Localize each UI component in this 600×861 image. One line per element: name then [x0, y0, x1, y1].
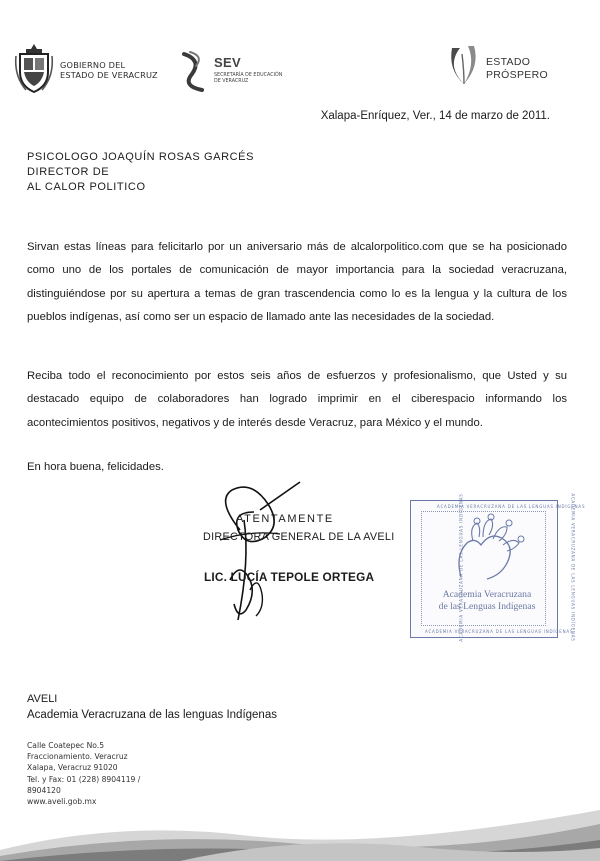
closing-line: En hora buena, felicidades. [27, 461, 164, 473]
footer-wave-decoration [0, 790, 600, 861]
estado-prospero-label: ESTADO PRÓSPERO [486, 56, 548, 81]
address-line: 8904120 [27, 785, 61, 795]
paragraph-recognition: Reciba todo el reconocimiento por estos seis años de esfuerzos y profesionalismo, que Usted y su destacado equipo de colaboradores han logrado imprimir en el ciberespacio informando los acontecimientos positivos, negativos y de interés desde Veracruz, para México y el mundo. [27, 370, 567, 429]
address-line: Xalapa, Veracruz 91020 [27, 763, 118, 773]
stamp-hand-emblem-icon [447, 513, 527, 583]
stamp-border-text-bottom: ACADEMIA VERACRUZANA DE LAS LENGUAS INDÍGENAS [425, 629, 574, 634]
recipient-block [27, 150, 254, 195]
handwritten-signature-icon [200, 470, 350, 630]
website-link[interactable]: www.aveli.gob.mx [27, 797, 97, 807]
address-line: Fraccionamiento. Veracruz [27, 752, 128, 762]
address-line: Calle Coatepec No.5 [27, 741, 105, 750]
stamp-academy-name: Academia Veracruzana de las Lenguas Indígenas [438, 589, 536, 612]
veracruz-coat-of-arms-icon [14, 42, 54, 94]
sev-title: SEV [214, 55, 241, 70]
recipient-org: AL CALOR POLITICO [27, 181, 146, 193]
official-stamp [410, 493, 586, 642]
footer-org-acronym: AVELI [27, 693, 58, 705]
stamp-border-text-left: ACADEMIA VERACRUZANA DE LAS LENGUAS INDÍGENAS [458, 493, 464, 642]
address-line: Tel. y Fax: 01 (228) 8904119 / [27, 774, 141, 784]
recipient-title: DIRECTOR DE [27, 166, 110, 178]
signature-salutation: ATENTAMENTE [236, 513, 334, 525]
stamp-border-text-right: ACADEMIA VERACRUZANA DE LAS LENGUAS INDÍGENAS [570, 493, 576, 642]
paragraph-congratulation: Sirvan estas líneas para felicitarlo por un aniversario más de alcalorpolitico.com que se ha posicionado como uno de los portales de comunicación de mayor importancia para la sociedad veracruzana, distinguiéndose por su apertura a temas de gran trascendencia como lo es la lengua y la cultura de los pueblos indígenas, así como ser un espacio de llamado ante las necesidades de la sociedad. [27, 241, 567, 323]
recipient-name: PSICOLOGO JOAQUÍN ROSAS GARCÉS [27, 151, 255, 163]
sev-subtitle: SECRETARÍA DE EDUCACIÓN DE VERACRUZ [214, 73, 283, 84]
footer-org-name: Academia Veracruzana de las lenguas Indígenas [27, 709, 277, 721]
sev-logo-icon [180, 50, 210, 92]
gobierno-veracruz-label: GOBIERNO DEL ESTADO DE VERACRUZ [60, 60, 158, 80]
stamp-border-text-top: ACADEMIA VERACRUZANA DE LAS LENGUAS INDÍGENAS [437, 504, 586, 509]
signatory-position: DIRECTORA GENERAL DE LA AVELI [203, 531, 395, 543]
estado-prospero-logo-icon [446, 44, 480, 88]
signatory-name: LIC. LUCÍA TEPOLE ORTEGA [204, 570, 375, 584]
place-date: Xalapa-Enríquez, Ver., 14 de marzo de 2011. [320, 110, 550, 122]
